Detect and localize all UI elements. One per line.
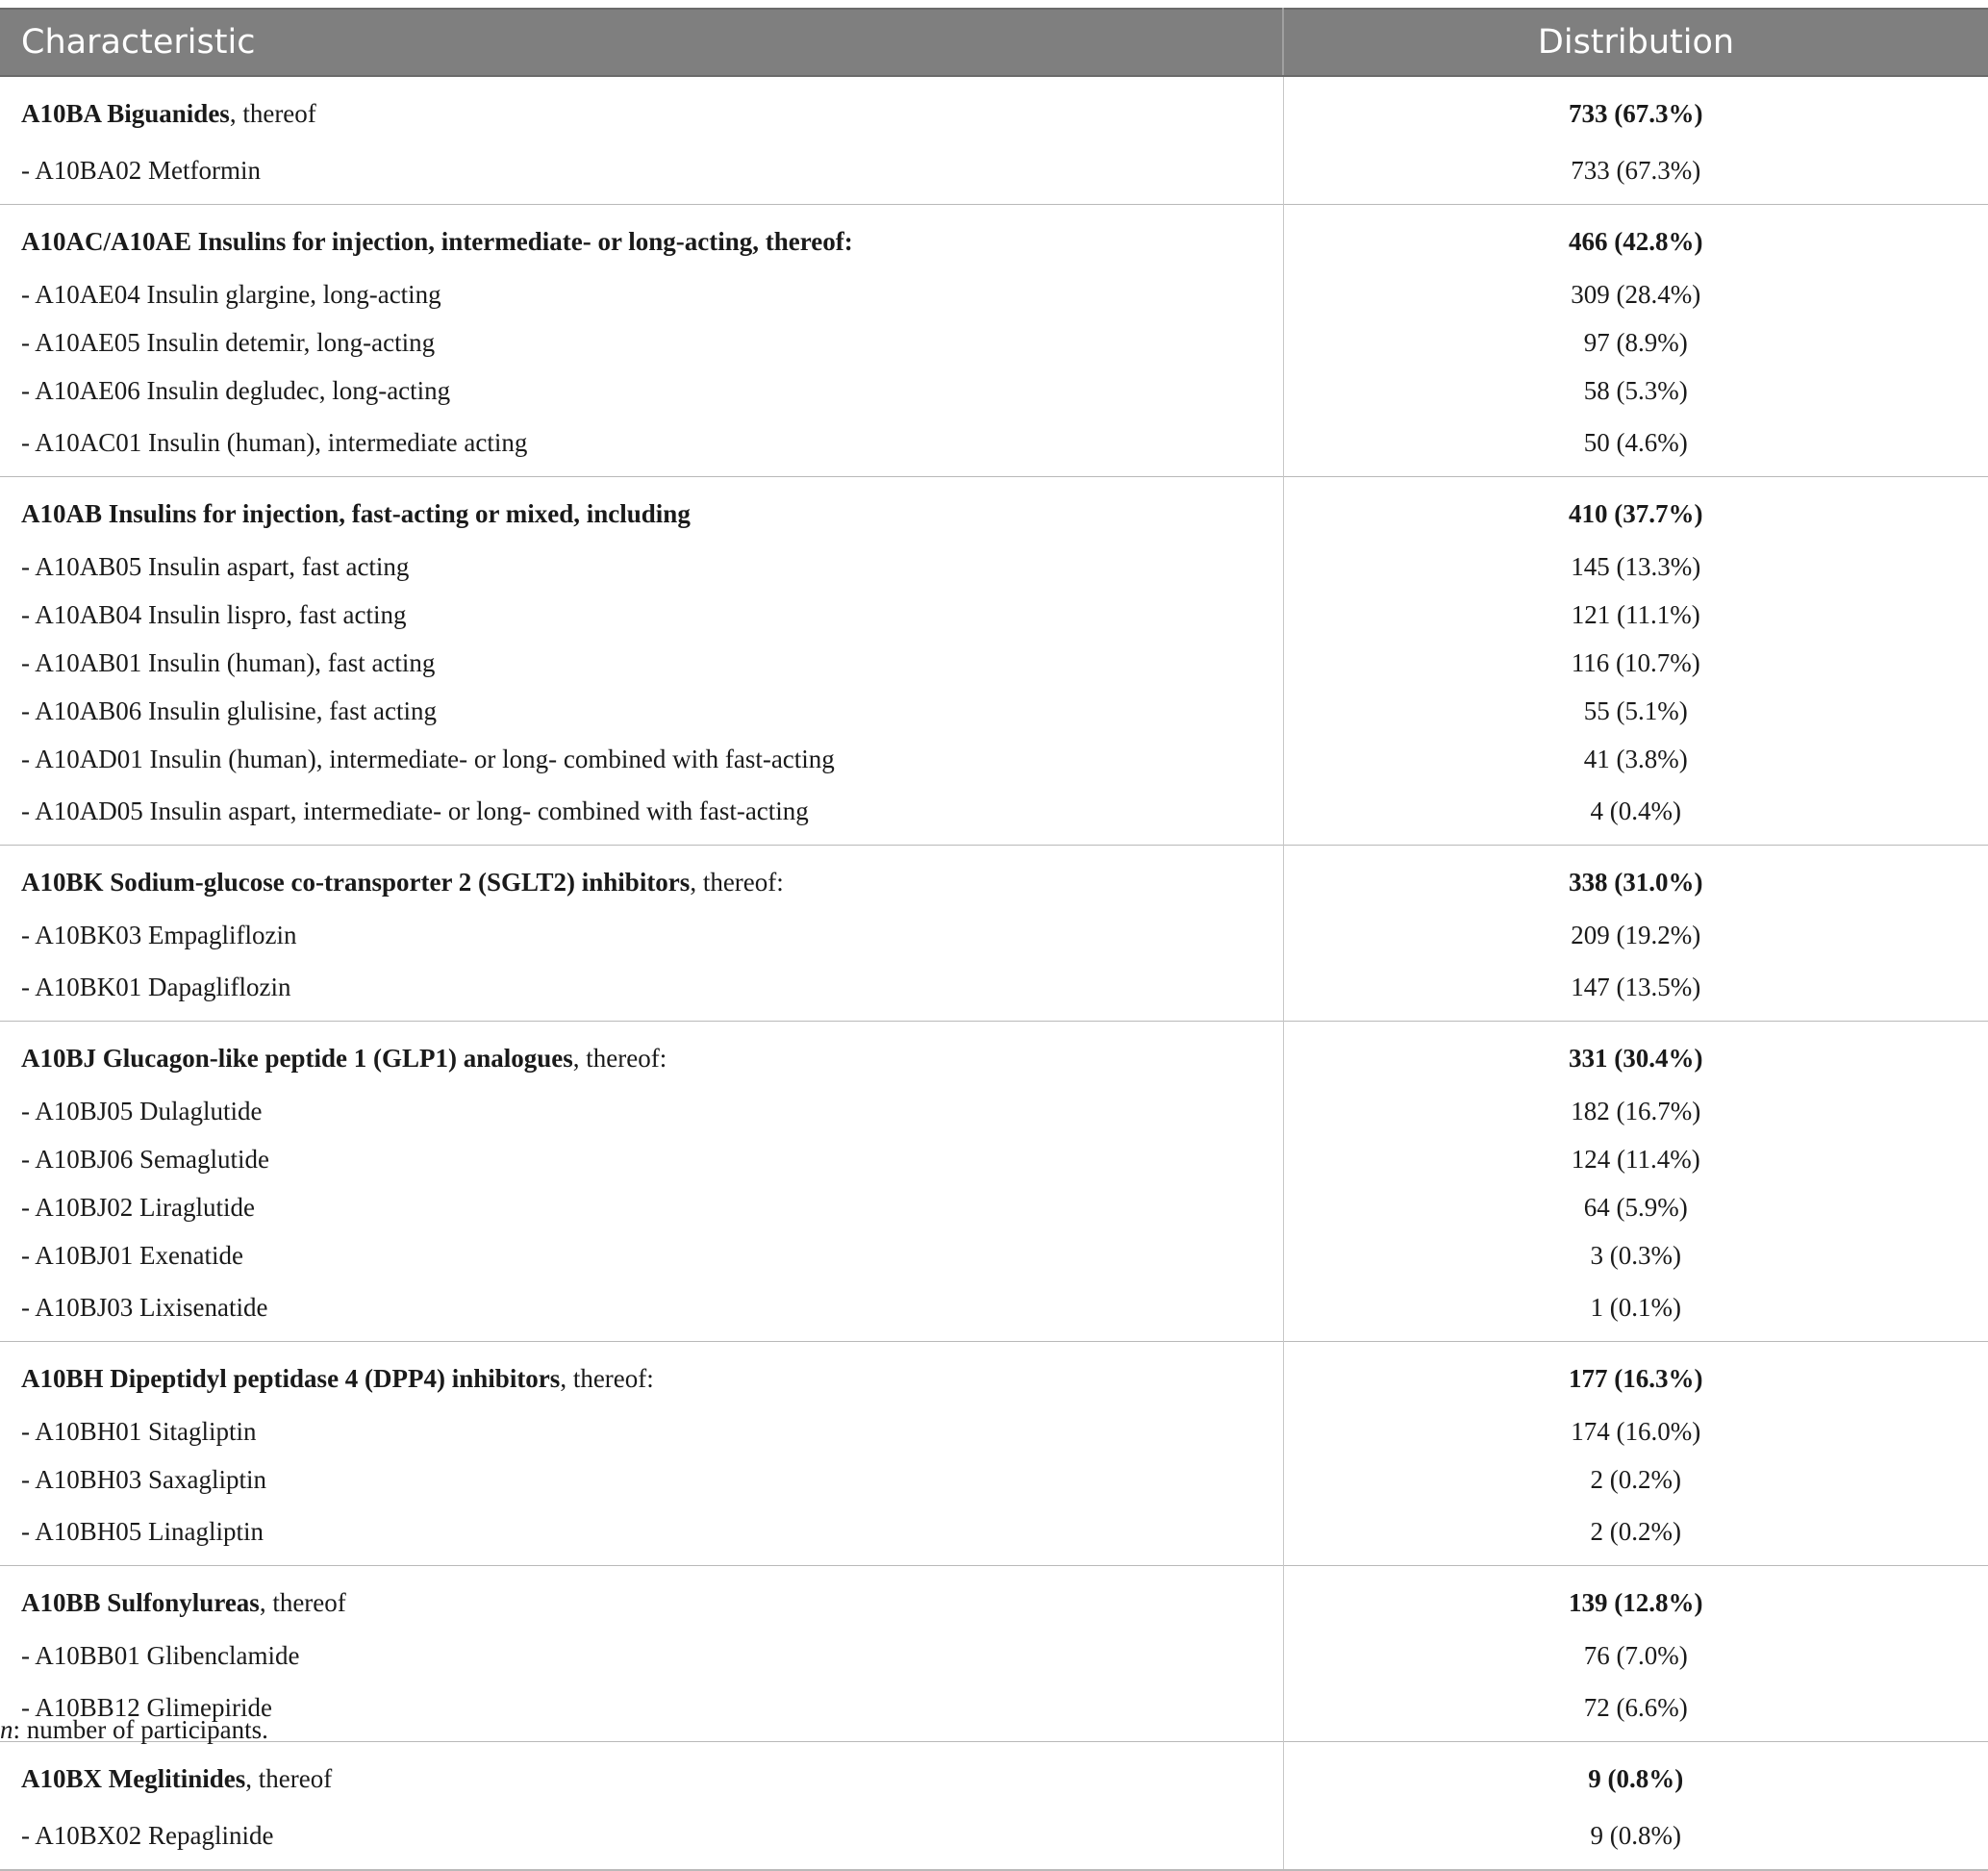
- header-characteristic: Characteristic: [0, 9, 1283, 76]
- group-label-suffix: , thereof: [245, 1763, 333, 1793]
- distribution-cell: 174 (16.0%): [1571, 1416, 1701, 1446]
- distribution-cell: 116 (10.7%): [1571, 647, 1700, 677]
- group-label-suffix: , thereof:: [560, 1363, 654, 1393]
- table-row: [0, 959, 1988, 1022]
- characteristic-cell: [0, 1566, 1283, 1632]
- distribution-cell: 3 (0.3%): [1590, 1240, 1681, 1270]
- characteristic-cell: [0, 846, 1283, 912]
- characteristic-cell: [0, 1742, 1283, 1808]
- footnote-text: : number of participants.: [13, 1715, 268, 1744]
- characteristic-cell: - A10AC01 Insulin (human), intermediate acting: [0, 415, 1283, 477]
- characteristic-cell: - A10BA02 Metformin: [0, 142, 1283, 205]
- distribution-cell: 97 (8.9%): [1583, 327, 1688, 357]
- table-header-row: [0, 9, 1988, 76]
- distribution-cell: 121 (11.1%): [1571, 599, 1700, 629]
- characteristic-cell: - A10AB06 Insulin glulisine, fast acting: [0, 687, 1283, 735]
- group-label: A10BB Sulfonylureas: [21, 1587, 260, 1617]
- distribution-cell: 733 (67.3%): [1571, 155, 1701, 185]
- characteristic-cell: - A10BK03 Empagliflozin: [0, 911, 1283, 959]
- table-group-row: [0, 205, 1988, 271]
- table-row: [0, 1407, 1988, 1455]
- table-group-row: [0, 1742, 1988, 1808]
- table-group-row: [0, 846, 1988, 912]
- distribution-cell: 58 (5.3%): [1583, 375, 1688, 405]
- header-distribution: Distribution: [1283, 9, 1988, 76]
- group-label-suffix: , thereof: [229, 98, 316, 128]
- distribution-cell: 147 (13.5%): [1571, 972, 1701, 1001]
- table-group-row: [0, 1566, 1988, 1632]
- characteristic-cell: [0, 1342, 1283, 1408]
- table-footnote: [0, 1715, 268, 1745]
- group-label: A10BH Dipeptidyl peptidase 4 (DPP4) inhibitors: [21, 1363, 561, 1393]
- distribution-cell: 72 (6.6%): [1583, 1692, 1688, 1722]
- characteristic-cell: - A10BB12 Glimepiride: [0, 1680, 1283, 1742]
- characteristic-cell: - A10AB04 Insulin lispro, fast acting: [0, 591, 1283, 639]
- distribution-cell: 55 (5.1%): [1583, 695, 1688, 725]
- characteristic-cell: - A10AE06 Insulin degludec, long-acting: [0, 367, 1283, 415]
- distribution-cell: 331 (30.4%): [1283, 1022, 1988, 1088]
- distribution-cell: 41 (3.8%): [1583, 744, 1688, 773]
- distribution-cell: 9 (0.8%): [1283, 1742, 1988, 1808]
- characteristic-cell: - A10BJ05 Dulaglutide: [0, 1087, 1283, 1135]
- distribution-cell: 2 (0.2%): [1590, 1516, 1681, 1546]
- table-row: [0, 735, 1988, 783]
- group-label: A10BJ Glucagon-like peptide 1 (GLP1) analogues: [21, 1043, 573, 1073]
- table-group-row: [0, 1022, 1988, 1088]
- table-row: [0, 1231, 1988, 1279]
- characteristic-cell: - A10BB01 Glibenclamide: [0, 1631, 1283, 1680]
- table-row: [0, 543, 1988, 591]
- characteristic-cell: - A10BJ03 Lixisenatide: [0, 1279, 1283, 1342]
- distribution-cell: 64 (5.9%): [1583, 1192, 1688, 1222]
- table-row: [0, 639, 1988, 687]
- table-row: [0, 270, 1988, 318]
- footnote-term: n: [0, 1715, 13, 1744]
- characteristic-cell: - A10AE05 Insulin detemir, long-acting: [0, 318, 1283, 367]
- characteristic-cell: - A10BH05 Linagliptin: [0, 1504, 1283, 1566]
- table-row: [0, 1455, 1988, 1504]
- data-table-container: [0, 8, 1988, 1871]
- characteristic-cell: - A10BJ06 Semaglutide: [0, 1135, 1283, 1183]
- distribution-cell: 50 (4.6%): [1583, 427, 1688, 457]
- table-body: [0, 76, 1988, 1870]
- characteristic-cell: - A10AD05 Insulin aspart, intermediate- or long- combined with fast-acting: [0, 783, 1283, 846]
- table-row: [0, 1183, 1988, 1231]
- group-label-suffix: , thereof:: [572, 1043, 667, 1073]
- characteristic-cell: [0, 477, 1283, 544]
- table-row: [0, 687, 1988, 735]
- distribution-cell: 4 (0.4%): [1590, 796, 1681, 825]
- table-row: [0, 415, 1988, 477]
- characteristic-cell: - A10BX02 Repaglinide: [0, 1808, 1283, 1870]
- characteristic-cell: - A10AB05 Insulin aspart, fast acting: [0, 543, 1283, 591]
- characteristic-cell: - A10AB01 Insulin (human), fast acting: [0, 639, 1283, 687]
- table-row: [0, 318, 1988, 367]
- table-group-row: [0, 76, 1988, 142]
- table-row: [0, 1504, 1988, 1566]
- group-label: A10BA Biguanides: [21, 98, 230, 128]
- group-label-suffix: , thereof:: [690, 867, 784, 897]
- characteristic-cell: [0, 1022, 1283, 1088]
- characteristic-cell: [0, 205, 1283, 271]
- table-row: [0, 1680, 1988, 1742]
- group-label: A10AB Insulins for injection, fast-acting or mixed, including: [21, 498, 691, 528]
- characteristic-cell: - A10BH01 Sitagliptin: [0, 1407, 1283, 1455]
- group-label-suffix: , thereof: [259, 1587, 346, 1617]
- characteristic-cell: - A10BK01 Dapagliflozin: [0, 959, 1283, 1022]
- distribution-cell: 2 (0.2%): [1590, 1464, 1681, 1494]
- distribution-cell: 139 (12.8%): [1283, 1566, 1988, 1632]
- characteristic-cell: - A10AD01 Insulin (human), intermediate- or long- combined with fast-acting: [0, 735, 1283, 783]
- table-row: [0, 1808, 1988, 1870]
- table-row: [0, 1087, 1988, 1135]
- table-row: [0, 591, 1988, 639]
- characteristic-cell: - A10BJ02 Liraglutide: [0, 1183, 1283, 1231]
- group-label: A10BX Meglitinides: [21, 1763, 246, 1793]
- distribution-cell: 209 (19.2%): [1571, 920, 1701, 949]
- distribution-cell: 338 (31.0%): [1283, 846, 1988, 912]
- distribution-cell: 1 (0.1%): [1590, 1292, 1681, 1322]
- table-group-row: [0, 477, 1988, 544]
- table-row: [0, 911, 1988, 959]
- distribution-cell: 9 (0.8%): [1283, 1808, 1988, 1870]
- table-row: [0, 142, 1988, 205]
- table-row: [0, 1279, 1988, 1342]
- group-label: A10AC/A10AE Insulins for injection, intermediate- or long-acting, thereof:: [21, 226, 853, 256]
- drug-distribution-table: [0, 8, 1988, 1871]
- distribution-cell: 309 (28.4%): [1571, 279, 1701, 309]
- table-row: [0, 1631, 1988, 1680]
- distribution-cell: 410 (37.7%): [1283, 477, 1988, 544]
- table-row: [0, 783, 1988, 846]
- characteristic-cell: - A10AE04 Insulin glargine, long-acting: [0, 270, 1283, 318]
- table-group-row: [0, 1342, 1988, 1408]
- table-row: [0, 367, 1988, 415]
- distribution-cell: 733 (67.3%): [1283, 76, 1988, 142]
- distribution-cell: 466 (42.8%): [1283, 205, 1988, 271]
- distribution-cell: 76 (7.0%): [1583, 1640, 1688, 1670]
- table-row: [0, 1135, 1988, 1183]
- characteristic-cell: [0, 76, 1283, 142]
- characteristic-cell: - A10BH03 Saxagliptin: [0, 1455, 1283, 1504]
- distribution-cell: 182 (16.7%): [1571, 1096, 1701, 1125]
- characteristic-cell: - A10BJ01 Exenatide: [0, 1231, 1283, 1279]
- distribution-cell: 177 (16.3%): [1283, 1342, 1988, 1408]
- group-label: A10BK Sodium-glucose co-transporter 2 (SGLT2) inhibitors: [21, 867, 691, 897]
- distribution-cell: 124 (11.4%): [1571, 1144, 1700, 1174]
- distribution-cell: 145 (13.3%): [1571, 551, 1701, 581]
